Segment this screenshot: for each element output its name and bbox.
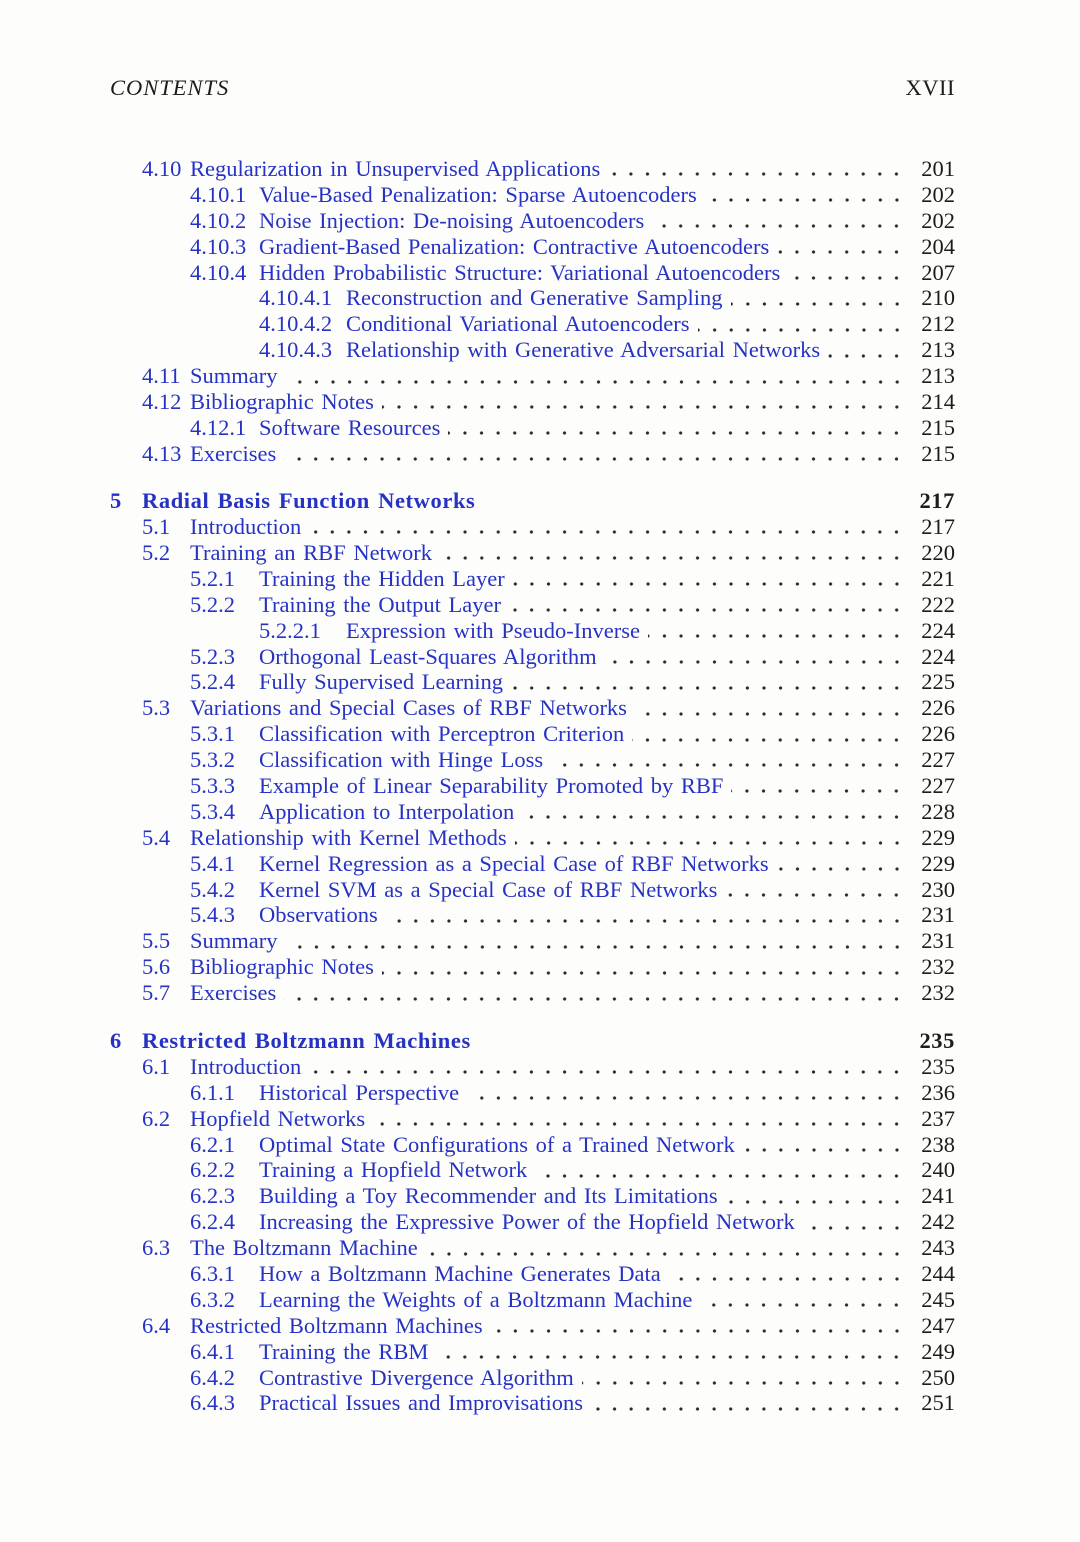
entry-number[interactable]: 5.3.3 (190, 772, 235, 798)
entry-title[interactable]: Relationship with Kernel Methods (190, 824, 507, 850)
dot-leader (513, 566, 905, 592)
entry-title[interactable]: Fully Supervised Learning (259, 669, 503, 695)
dot-leader (652, 208, 905, 234)
entry-title[interactable]: Observations (259, 902, 378, 928)
entry-page: 230 (921, 876, 955, 902)
dot-leader (726, 1183, 905, 1209)
dot-leader (286, 363, 906, 389)
entry-page: 202 (921, 181, 955, 207)
entry-title[interactable]: How a Boltzmann Machine Generates Data (259, 1261, 661, 1287)
entry-number[interactable]: 5.2.3 (190, 643, 235, 669)
entry-page: 220 (921, 539, 955, 565)
running-head (110, 75, 955, 101)
entry-title[interactable]: Training the RBM (259, 1338, 429, 1364)
toc-subsection-entry (110, 669, 955, 695)
entry-title[interactable]: Restricted Boltzmann Machines (190, 1312, 483, 1338)
dot-leader (382, 389, 905, 415)
entry-number[interactable]: 5.4.2 (190, 876, 235, 902)
dot-leader (373, 1106, 905, 1132)
toc-subsection-entry (110, 1132, 955, 1158)
toc-subsection-entry (110, 234, 955, 260)
toc-section-entry (110, 514, 955, 540)
toc-subsection-entry (110, 415, 955, 441)
entry-title[interactable]: Training the Hidden Layer (259, 565, 505, 591)
entry-title[interactable]: Introduction (190, 514, 302, 540)
toc-subsection-entry (110, 1209, 955, 1235)
chapter-spacer (471, 1028, 905, 1054)
toc-section-entry (110, 1106, 955, 1132)
entry-title[interactable]: Exercises (190, 440, 277, 466)
entry-page: 250 (921, 1364, 955, 1390)
toc-section-entry (110, 1054, 955, 1080)
dot-leader (448, 415, 905, 441)
entry-title[interactable]: Introduction (190, 1053, 302, 1079)
entry-title[interactable]: Conditional Variational Autoencoders (346, 311, 690, 337)
toc-section-entry (110, 389, 955, 415)
entry-number[interactable]: 4.10.2 (190, 207, 247, 233)
entry-title[interactable]: Noise Injection: De-noising Autoencoders (259, 207, 645, 233)
entry-page: 212 (921, 311, 955, 337)
dot-leader (386, 902, 905, 928)
entry-page: 249 (921, 1338, 955, 1364)
toc-subsection-entry (110, 902, 955, 928)
dot-leader (582, 1365, 905, 1391)
toc-subsection-entry (110, 208, 955, 234)
chapter-title[interactable]: Radial Basis Function Networks (142, 488, 476, 514)
entry-page: 217 (921, 514, 955, 540)
entry-number[interactable]: 6.1 (142, 1053, 171, 1079)
entry-number[interactable]: 6.2.2 (190, 1157, 235, 1183)
entry-page: 229 (921, 824, 955, 850)
entry-page: 241 (921, 1183, 955, 1209)
entry-title[interactable]: Exercises (190, 980, 277, 1006)
entry-page: 227 (921, 772, 955, 798)
dot-leader (491, 1313, 905, 1339)
entry-page: 227 (921, 747, 955, 773)
entry-number[interactable]: 4.10.4.2 (259, 311, 333, 337)
dot-leader (731, 773, 905, 799)
dot-leader (648, 618, 905, 644)
dot-leader (777, 851, 905, 877)
entry-title[interactable]: The Boltzmann Machine (190, 1235, 418, 1261)
dot-leader (731, 285, 905, 311)
dot-leader (515, 825, 905, 851)
entry-page: 210 (921, 285, 955, 311)
entry-title[interactable]: Kernel SVM as a Special Case of RBF Networks (259, 876, 718, 902)
dot-leader (382, 954, 905, 980)
dot-leader (725, 877, 905, 903)
entry-number[interactable]: 6.2.4 (190, 1209, 235, 1235)
entry-title[interactable]: Summary (190, 928, 278, 954)
toc-section-entry (110, 954, 955, 980)
entry-number[interactable]: 6.3 (142, 1235, 171, 1261)
entry-title[interactable]: Kernel Regression as a Special Case of RBF Networks (259, 850, 769, 876)
entry-title[interactable]: Training a Hopfield Network (259, 1157, 528, 1183)
toc-subsection-entry (110, 1157, 955, 1183)
dot-leader (511, 669, 905, 695)
entry-title[interactable]: Classification with Hinge Loss (259, 747, 544, 773)
entry-page: 201 (921, 156, 955, 181)
entry-number[interactable]: 5.2.2 (190, 591, 235, 617)
dot-leader (309, 1054, 905, 1080)
entry-title[interactable]: Optimal State Configurations of a Trained Network (259, 1131, 735, 1157)
entry-number[interactable]: 6.4 (142, 1312, 171, 1338)
entry-page: 232 (921, 954, 955, 980)
toc-subsection-entry (110, 592, 955, 618)
toc-subsection-entry (110, 566, 955, 592)
entry-page: 245 (921, 1286, 955, 1312)
dot-leader (467, 1080, 905, 1106)
entry-number[interactable]: 5.3.2 (190, 747, 235, 773)
toc-subsection-entry (110, 1287, 955, 1313)
dot-leader (284, 441, 905, 467)
entry-title[interactable]: Application to Interpolation (259, 798, 515, 824)
entry-number[interactable]: 5.2.2.1 (259, 617, 321, 643)
entry-number[interactable]: 5.1 (142, 514, 171, 540)
entry-title[interactable]: Historical Perspective (259, 1079, 460, 1105)
entry-title[interactable]: Gradient-Based Penalization: Contractive Autoencoders (259, 233, 770, 259)
dot-leader (284, 980, 905, 1006)
entry-title[interactable]: Building a Toy Recommender and Its Limitations (259, 1183, 718, 1209)
entry-title[interactable]: Reconstruction and Generative Sampling (346, 285, 723, 311)
entry-page: 202 (921, 207, 955, 233)
entry-title[interactable]: Example of Linear Separability Promoted by RBF (259, 772, 724, 798)
entry-title[interactable]: Contrastive Divergence Algorithm (259, 1364, 574, 1390)
entry-number[interactable]: 5.4 (142, 824, 171, 850)
entry-page: 224 (921, 617, 955, 643)
entry-title[interactable]: Software Resources (259, 414, 441, 440)
entry-number[interactable]: 4.12 (142, 389, 182, 415)
table-of-contents (110, 156, 955, 1416)
dot-leader (309, 514, 905, 540)
toc-section-entry (110, 1313, 955, 1339)
toc-subsection-entry (110, 721, 955, 747)
toc-section-entry (110, 540, 955, 566)
entry-number[interactable]: 5.5 (142, 928, 171, 954)
toc-section-entry (110, 695, 955, 721)
entry-number[interactable]: 5.2.4 (190, 669, 235, 695)
entry-page: 244 (921, 1261, 955, 1287)
toc-subsection-entry (110, 1080, 955, 1106)
toc-subsection-entry (110, 773, 955, 799)
entry-number[interactable]: 4.10.4 (190, 259, 247, 285)
entry-number[interactable]: 5.3.4 (190, 798, 235, 824)
entry-page: 232 (921, 980, 955, 1006)
toc-subsection-entry (110, 1390, 955, 1416)
entry-number[interactable]: 4.10.3 (190, 233, 247, 259)
entry-page: 247 (921, 1312, 955, 1338)
chapter-title[interactable]: Restricted Boltzmann Machines (142, 1028, 471, 1053)
entry-title[interactable]: Summary (190, 363, 278, 389)
entry-title[interactable]: Regularization in Unsupervised Applications (190, 156, 601, 181)
entry-title[interactable]: Hidden Probabilistic Structure: Variational Autoencoders (259, 259, 781, 285)
entry-page: 204 (921, 233, 955, 259)
dot-leader (777, 234, 905, 260)
dot-leader (426, 1235, 905, 1261)
entry-title[interactable]: Bibliographic Notes (190, 954, 374, 980)
entry-number[interactable]: 6.4.3 (190, 1390, 235, 1416)
entry-number[interactable]: 4.12.1 (190, 414, 247, 440)
entry-title[interactable]: Practical Issues and Improvisations (259, 1390, 584, 1416)
entry-page: 236 (921, 1079, 955, 1105)
entry-number[interactable]: 6.3.1 (190, 1261, 235, 1287)
entry-number[interactable]: 6.2 (142, 1105, 171, 1131)
entry-title[interactable]: Variations and Special Cases of RBF Networks (190, 695, 627, 721)
entry-page: 222 (921, 591, 955, 617)
entry-number[interactable]: 4.11 (142, 363, 181, 389)
entry-number[interactable]: 4.10.1 (190, 181, 247, 207)
chapter-number[interactable]: 6 (110, 1028, 122, 1053)
toc-section-entry (110, 1235, 955, 1261)
entry-number[interactable]: 6.3.2 (190, 1286, 235, 1312)
dot-leader (286, 928, 906, 954)
toc-subsubsection-entry (110, 337, 955, 363)
entry-page: 231 (921, 902, 955, 928)
entry-number[interactable]: 4.13 (142, 440, 182, 466)
toc-section-entry (110, 363, 955, 389)
entry-page: 237 (921, 1105, 955, 1131)
toc-subsection-entry (110, 877, 955, 903)
chapter-spacer (475, 488, 905, 514)
dot-leader (522, 799, 905, 825)
entry-number[interactable]: 5.6 (142, 954, 171, 980)
toc-chapter-entry (110, 1028, 955, 1054)
toc-subsection-entry (110, 182, 955, 208)
entry-number[interactable]: 6.2.1 (190, 1131, 235, 1157)
dot-leader (591, 1390, 905, 1416)
entry-page: 229 (921, 850, 955, 876)
dot-leader (803, 1209, 905, 1235)
toc-subsection-entry (110, 260, 955, 286)
entry-page: 242 (921, 1209, 955, 1235)
entry-title[interactable]: Hopfield Networks (190, 1105, 366, 1131)
toc-chapter-entry (110, 488, 955, 514)
entry-number[interactable]: 5.7 (142, 980, 171, 1006)
dot-leader (509, 592, 905, 618)
entry-page: 238 (921, 1131, 955, 1157)
entry-page: 235 (921, 1053, 955, 1079)
entry-number[interactable]: 5.4.1 (190, 850, 235, 876)
entry-number[interactable]: 5.4.3 (190, 902, 235, 928)
entry-number[interactable]: 4.10.4.1 (259, 285, 333, 311)
toc-subsection-entry (110, 644, 955, 670)
entry-number[interactable]: 5.3.1 (190, 721, 235, 747)
entry-page: 207 (921, 259, 955, 285)
chapter-page: 235 (919, 1028, 955, 1053)
toc-subsubsection-entry (110, 311, 955, 337)
entry-number[interactable]: 5.2 (142, 539, 171, 565)
entry-number[interactable]: 4.10.4.3 (259, 337, 333, 363)
dot-leader (788, 260, 905, 286)
running-title: CONTENTS (110, 75, 230, 100)
toc-section-entry (110, 441, 955, 467)
entry-title[interactable]: Increasing the Expressive Power of the Hopfield Network (259, 1209, 795, 1235)
toc-subsection-entry (110, 1339, 955, 1365)
entry-number[interactable]: 6.4.1 (190, 1338, 235, 1364)
toc-section-entry (110, 980, 955, 1006)
dot-leader (635, 695, 905, 721)
toc-subsection-entry (110, 851, 955, 877)
chapter-number[interactable]: 5 (110, 488, 122, 514)
page-number: XVII (905, 75, 955, 100)
dot-leader (551, 747, 905, 773)
entry-page: 251 (921, 1390, 955, 1416)
entry-number[interactable]: 4.10 (142, 156, 182, 181)
entry-title[interactable]: Orthogonal Least-Squares Algorithm (259, 643, 597, 669)
entry-page: 228 (921, 798, 955, 824)
entry-number[interactable]: 5.3 (142, 695, 171, 721)
dot-leader (700, 1287, 905, 1313)
entry-page: 213 (921, 337, 955, 363)
entry-page: 226 (921, 721, 955, 747)
entry-page: 215 (921, 440, 955, 466)
entry-number[interactable]: 6.4.2 (190, 1364, 235, 1390)
entry-title[interactable]: Bibliographic Notes (190, 389, 374, 415)
dot-leader (605, 644, 905, 670)
entry-title[interactable]: Training an RBF Network (190, 539, 433, 565)
dot-leader (436, 1339, 905, 1365)
entry-page: 215 (921, 414, 955, 440)
toc-section-entry (110, 928, 955, 954)
toc-subsection-entry (110, 1261, 955, 1287)
entry-page: 226 (921, 695, 955, 721)
toc-section-entry (110, 825, 955, 851)
dot-leader (743, 1132, 905, 1158)
entry-title[interactable]: Classification with Perceptron Criterion (259, 721, 625, 747)
entry-page: 214 (921, 389, 955, 415)
entry-page: 213 (921, 363, 955, 389)
toc-section-entry (110, 156, 955, 182)
entry-title[interactable]: Value-Based Penalization: Sparse Autoencoders (259, 181, 697, 207)
chapter-page: 217 (919, 488, 955, 514)
entry-number[interactable]: 6.2.3 (190, 1183, 235, 1209)
entry-page: 243 (921, 1235, 955, 1261)
toc-subsubsection-entry (110, 285, 955, 311)
entry-page: 221 (921, 565, 955, 591)
entry-page: 231 (921, 928, 955, 954)
toc-subsubsection-entry (110, 618, 955, 644)
entry-number[interactable]: 5.2.1 (190, 565, 235, 591)
toc-subsection-entry (110, 1365, 955, 1391)
entry-page: 240 (921, 1157, 955, 1183)
dot-leader (698, 311, 905, 337)
dot-leader (828, 337, 905, 363)
dot-leader (535, 1157, 905, 1183)
dot-leader (608, 156, 905, 182)
entry-title[interactable]: Learning the Weights of a Boltzmann Machine (259, 1286, 693, 1312)
dot-leader (705, 182, 905, 208)
entry-title[interactable]: Expression with Pseudo-Inverse (346, 617, 640, 643)
dot-leader (632, 721, 905, 747)
entry-title[interactable]: Training the Output Layer (259, 591, 502, 617)
toc-subsection-entry (110, 799, 955, 825)
toc-subsection-entry (110, 747, 955, 773)
dot-leader (440, 540, 905, 566)
entry-page: 225 (921, 669, 955, 695)
entry-number[interactable]: 6.1.1 (190, 1079, 235, 1105)
entry-title[interactable]: Relationship with Generative Adversarial Networks (346, 337, 821, 363)
dot-leader (669, 1261, 905, 1287)
toc-subsection-entry (110, 1183, 955, 1209)
entry-page: 224 (921, 643, 955, 669)
